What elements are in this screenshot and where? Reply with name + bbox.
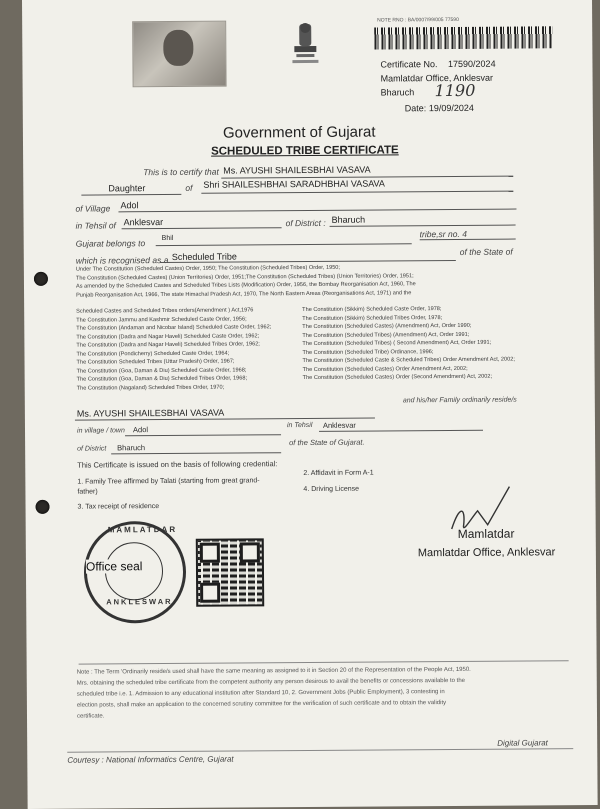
applicant-name-repeat: Ms. AYUSHI SHAILESBHAI VASAVA: [76, 407, 225, 419]
page-title: Government of Gujarat: [222, 123, 376, 142]
order-item: The Constitution (Dadra and Nagar Haveli) Scheduled Caste Order, 1962;: [76, 332, 260, 341]
order-item: Scheduled Castes and Scheduled Tribes orders(Amendment ) Act,1976: [76, 307, 254, 315]
tribe-name: Bhil: [161, 234, 174, 243]
district: Bharuch: [331, 214, 366, 225]
of-label: of: [185, 182, 193, 193]
barcode: [374, 26, 552, 49]
tehsil2-label: in Tehsil: [286, 421, 313, 430]
parent-name: Shri SHAILESHBHAI SARADHBHAI VASAVA: [203, 178, 385, 190]
handwritten-number: 1190: [434, 80, 476, 101]
under-text: [76, 263, 416, 299]
tehsil: Anklesvar: [123, 217, 164, 228]
orders-right: [302, 304, 543, 382]
credential-intro: This Certificate is issued on the basis of following credential:: [77, 459, 278, 470]
order-item: The Constitution (Scheduled Castes) Order (Second Amendment) Act, 2002;: [302, 373, 493, 382]
order-item: The Constitution (Dadra and Nagar Haveli) Scheduled Tribes Order, 1962;: [76, 341, 260, 349]
belongs-label: Gujarat belongs to: [75, 238, 146, 249]
footer-courtesy: Courtesy : National Informatics Centre, Gujarat: [67, 754, 234, 765]
order-item: The Constitution (Scheduled Tribes) (Amendment) Act, Order 1991;: [302, 331, 470, 339]
district-label: of District :: [285, 217, 326, 229]
relation: Daughter: [108, 183, 146, 194]
recognised-label: which is recognised as a: [75, 254, 169, 266]
note-line: scheduled tribe i.e. 1. Admission to any educational institution after Standard 10, 2. Government Jobs (Public Employment), 3 contesting in: [76, 689, 445, 698]
order-item: The Constitution (Goa, Daman & Diu) Scheduled Tribes Order, 1968;: [76, 375, 248, 383]
certificate-no: 17590/2024: [447, 58, 496, 70]
header-district: Bharuch: [380, 87, 415, 98]
verification-qr-code: [196, 538, 264, 606]
note-line: Mrs. obtaining the scheduled tribe certificate from the competent authority any person desirous to avail the benefits or concessions available to the: [76, 677, 466, 687]
order-item: The Constitution (Pondicherry) Scheduled Caste Order, 1964;: [76, 350, 230, 358]
date-value: 19/09/2024: [428, 102, 474, 114]
credential-item: 3. Tax receipt of residence: [77, 503, 160, 511]
footer-digital-gujarat: Digital Gujarat: [497, 738, 548, 748]
certify-label: This is to certify that: [143, 166, 219, 178]
orders-left: [76, 306, 272, 392]
state2-label: of the State of Gujarat.: [289, 437, 365, 448]
under-line: As amended by the Scheduled Castes and Scheduled Tribes Lists (Modification) Order, 1956, the Bombay Reorganisation Act, 1960, The: [75, 281, 416, 290]
tehsil2: Anklesvar: [322, 420, 356, 430]
order-item: The Constitution (Scheduled Tribe) Ordinance, 1996;: [302, 348, 434, 356]
under-line: Punjab Reorganisation Act, 1966, The state Himachal Pradesh Act, 1970, The North Eastern Areas (Reorganisations Act, 1971) and the: [76, 289, 412, 299]
under-line: Under The Constitution (Scheduled Castes) Order, 1950; The Constitution (Scheduled Tribes) Order, 1950;: [75, 264, 340, 273]
town-label: in village / town: [76, 427, 125, 435]
barcode-caption: NOTE RNO : BA/0007/99/005 77590: [377, 16, 459, 24]
signature-office: Mamlatdar Office, Anklesvar: [417, 546, 556, 560]
signature-designation: Mamlatdar: [457, 526, 515, 541]
district2: Bharuch: [117, 443, 146, 453]
under-line: The Constitution (Scheduled Castes) (Union Territories) Order, 1951;The Constitution (Scheduled Tribes) (Union Territories) Order, 1951;: [75, 272, 414, 282]
applicant-photo: [132, 21, 226, 88]
order-item: The Constitution Scheduled Tribes (Uttar Pradesh) Order, 1967;: [76, 358, 235, 366]
seal-top-text: MAMLATDAR: [107, 524, 178, 535]
note-line: Note : The Term 'Ordinarily reside/s used shall have the same meaning as assigned to it in Section 20 of the Representation of the People Act, 1950.: [76, 666, 471, 676]
certificate-no-label: Certificate No.: [380, 59, 438, 70]
note-line: election posts, shall make an application to the concerned scrutiny committee for the verification of such certificate and to obtain the validity: [76, 700, 447, 709]
seal-center-text: Office seal: [85, 559, 143, 574]
date-label: Date: [404, 103, 424, 114]
order-item: The Constitution Jammu and Kashmir Scheduled Caste Order, 1956;: [76, 315, 247, 324]
order-item: The Constitution (Andaman and Nicobar Island) Scheduled Caste Order, 1962;: [76, 324, 272, 332]
note-block: [77, 664, 571, 722]
order-item: The Constitution (Sikkim) Scheduled Tribes Order, 1978;: [302, 314, 443, 322]
order-item: The Constitution (Scheduled Castes) Order Amendment Act, 2002;: [302, 365, 468, 373]
town: Adol: [132, 425, 149, 435]
applicant-name: Ms. AYUSHI SHAILESBHAI VASAVA: [223, 164, 371, 176]
state-emblem-icon: [284, 20, 326, 68]
tribe-sr-label: tribe,sr no.: [419, 228, 460, 240]
certificate-paper: NOTE RNO : BA/0007/99/005 77590 Certificate No. 17590/2024 Mamlatdar Office, Anklesvar Bharuch 1190 Date: 19/09/2024 Government of Gujarat SCHEDULED TRIBE CERTIFICATE This is to certify that Ms. AYUSHI SHAILESBHAI VASAVA Daughter of Shri SHAILESHBHAI SARADHBHAI VASAVA of Village Adol in Tehsil of Anklesvar of District : Bharuch Gujarat belongs to Bhil tribe,sr no. 4 which is recognised as a Scheduled Tribe of the State of Under The Constitution (Scheduled Castes) Order, 1950; The Constitution (Scheduled Tribes) Order, 1950; The Constitution (Scheduled Castes) (Union Territories) Order, 1951;The Constitution (Scheduled Tribes) (Union Territories) Order, 1951; As amended by the Scheduled Castes and Scheduled Tribes Lists (Modification) Order, 1956, the Bombay Reorganisation Act, 1960, The Punjab Reorganisation Act, 1966, The state Himachal Pradesh Act, 1970, The North Eastern Areas (Reorganisations Act, 1971) and the Scheduled Castes and Scheduled Tribes orders(Amendment ) Act,1976 The Constitution Jammu and Kashmir Scheduled Caste Order, 1956; The Constitution (Andaman and Nicobar Island) Scheduled Caste Order, 1962; The Constitution (Dadra and Nagar Haveli) Scheduled Caste Order, 1962; The Constitution (Dadra and Nagar Haveli) Scheduled Tribes Order, 1962; The Constitution (Pondicherry) Scheduled Caste Order, 1964; The Constitution Scheduled Tribes (Uttar Pradesh) Order, 1967; The Constitution (Goa, Daman & Diu) Scheduled Caste Order, 1968; The Constitution (Goa, Daman & Diu) Scheduled Tribes Order, 1968; The Constitution (Nagaland) Scheduled Tribes Order, 1970; The Constitution (Sikkim) Scheduled Caste Order, 1978; The Constitution (Sikkim) Scheduled Tribes Order, 1978; The Constitution (Scheduled Castes) (Amendment) Act, Order 1990; The Constitution (Scheduled Tribes) (Amendment) Act, Order 1991; The Constitution (Scheduled Tribes) ( Second Amendment) Act, Order 1991; The Constitution (Scheduled Tribe) Ordinance, 1996; The Constitution (Scheduled Caste & Scheduled Tribes) Order Amendment Act, 2002; The Constitution (Scheduled Castes) Order Amendment Act, 2002; The Constitution (Scheduled Castes) Order (Second Amendment) Act, 2002; and his/her Family ordinarily reside/s Ms. AYUSHI SHAILESBHAI VASAVA in village / town Adol in Tehsil Anklesvar of District Bharuch of the State of Gujarat. This Certificate is issued on the basis of following credential: 1. Family Tree affirmed by Talati (starting from great grand-father) 2. Affidavit in Form A-1 3. Tax receipt of residence 4. Driving License MAMLATDAR Office seal ANKLESWAR Mamlatdar Mamlatdar Office, Anklesvar Note : The Term 'Ordinarily reside/s used shall have the same meaning as assigned to it in Section 20 of the Representation of the People Act, 1950. Mrs. obtaining the scheduled tribe certificate from the competent authority any person desirous to avail the benefits or concessions available to the scheduled tribe i.e. 1. Admission to any educational institution after Standard 10, 2. Government Jobs (Public Employment), 3 contesting in election posts, shall make an application to the concerned scrutiny committee for the verification of such certificate and to obtain the validity certificate. Courtesy : National Informatics Centre, Gujarat Digital Gujarat: [22, 0, 598, 809]
order-item: The Constitution (Scheduled Castes) (Amendment) Act, Order 1990;: [302, 322, 472, 331]
state-label: of the State of: [459, 246, 513, 257]
seal-bottom-text: ANKLESWAR: [106, 596, 173, 607]
order-item: The Constitution (Goa, Daman & Diu) Scheduled Caste Order, 1968;: [76, 366, 247, 375]
order-item: The Constitution (Sikkim) Scheduled Caste Order, 1978;: [302, 306, 442, 314]
order-item: The Constitution (Scheduled Caste & Scheduled Tribes) Order Amendment Act, 2002;: [302, 356, 515, 365]
office-name: Mamlatdar Office, Anklesvar: [380, 72, 493, 84]
credential-item: 1. Family Tree affirmed by Talati (starting from great grand-father): [77, 477, 260, 496]
recognised-as: Scheduled Tribe: [171, 251, 237, 262]
punch-hole-top: [34, 272, 48, 286]
credential-item: 4. Driving License: [303, 485, 360, 494]
credential-item: 2. Affidavit in Form A-1: [303, 469, 374, 478]
family-text: and his/her Family ordinarily reside/s: [402, 396, 517, 405]
note-line: certificate.: [76, 713, 105, 720]
punch-hole-bottom: [35, 500, 49, 514]
tribe-sr: 4: [462, 228, 467, 239]
district2-label: of District: [77, 445, 107, 453]
order-item: The Constitution (Scheduled Tribes) ( Second Amendment) Act, Order 1991;: [302, 339, 492, 348]
certificate-subtitle: SCHEDULED TRIBE CERTIFICATE: [211, 144, 399, 158]
order-item: The Constitution (Nagaland) Scheduled Tribes Order, 1970;: [76, 384, 225, 392]
village-label: of Village: [75, 203, 111, 214]
village: Adol: [120, 200, 139, 211]
tehsil-label: in Tehsil of: [75, 220, 116, 231]
